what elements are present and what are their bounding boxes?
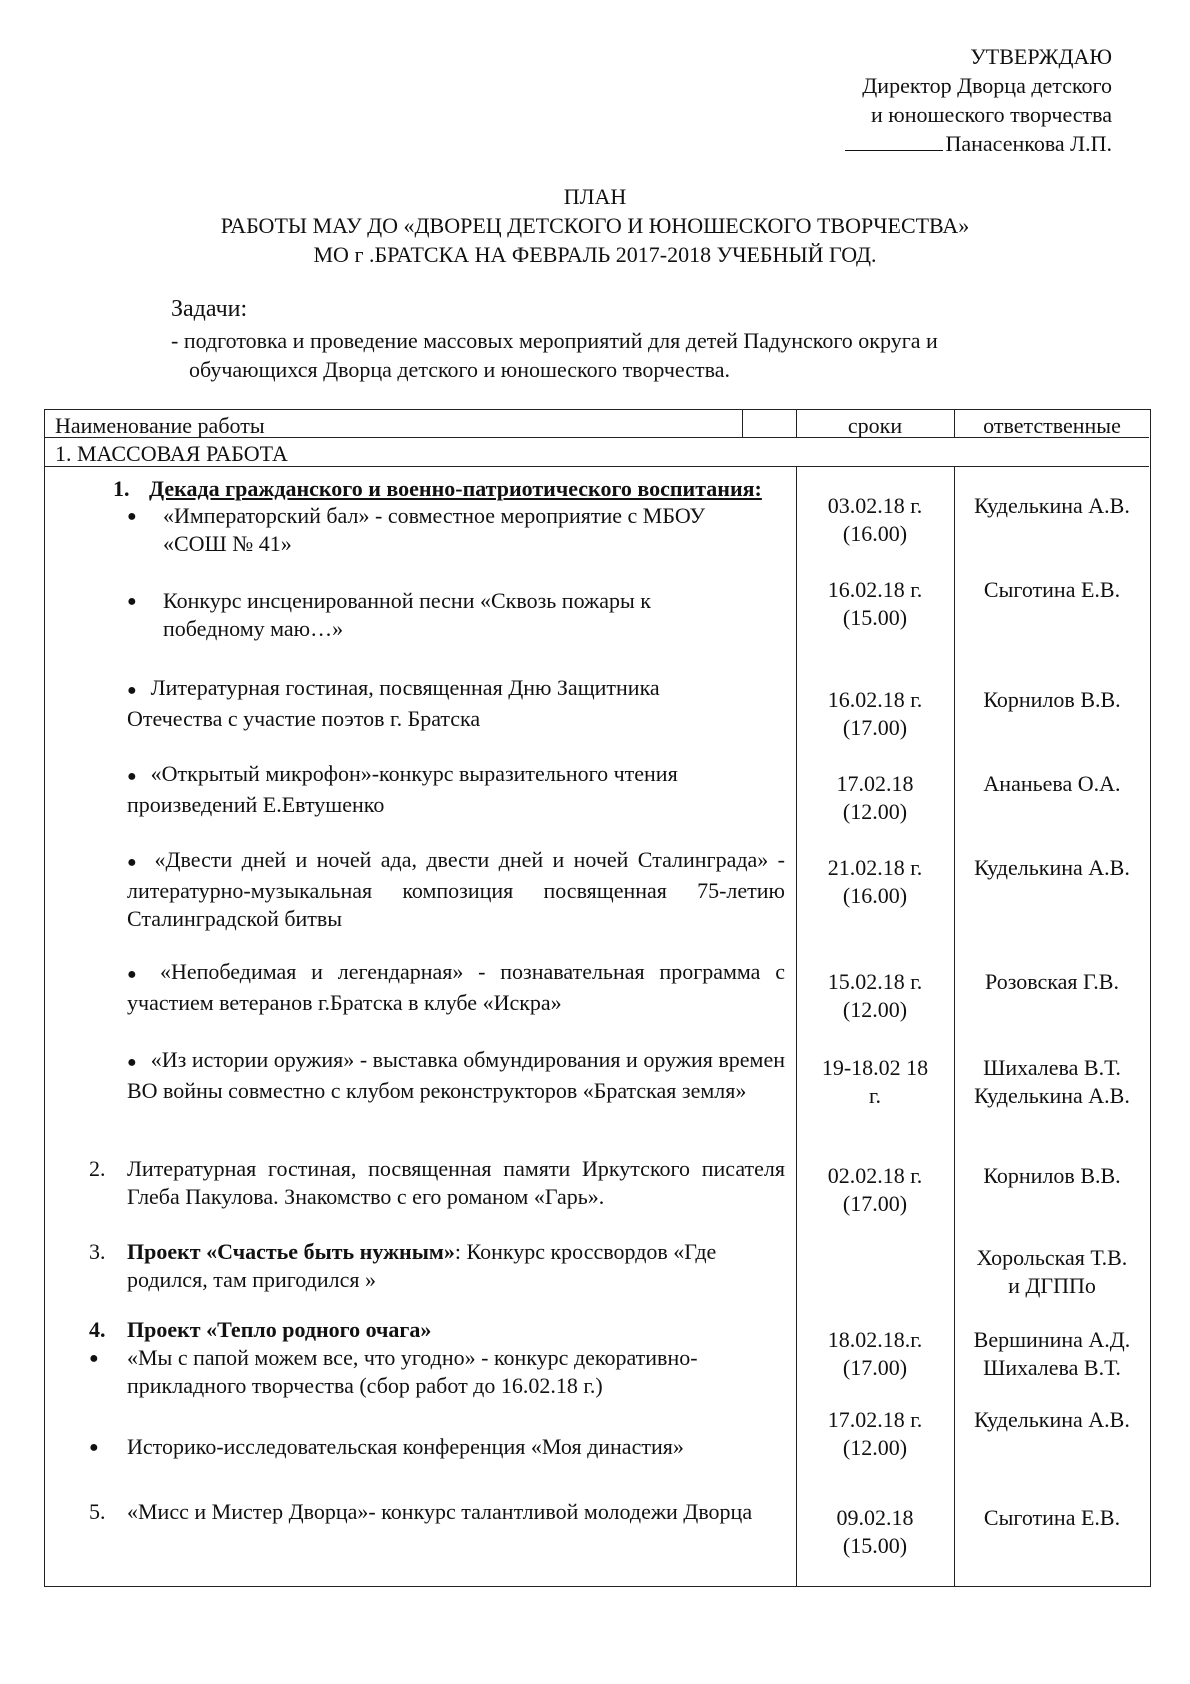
item-1-title: Декада гражданского и военно-патриотического воспитания: <box>149 476 762 501</box>
list-item: «Императорский бал» - совместное мероприятие с МБОУ «СОШ № 41» <box>163 503 706 556</box>
item-5-number: 5. <box>89 1499 106 1524</box>
header-resp: ответственные <box>983 413 1121 438</box>
item-date: 15.02.18 г. <box>827 969 923 994</box>
item-responsible: Сыготина Е.В. <box>983 1505 1121 1530</box>
item-responsible: Корнилов В.В. <box>983 1163 1121 1188</box>
item-date: 02.02.18 г. <box>827 1163 923 1188</box>
document-title <box>0 182 1190 269</box>
item-responsible: Ананьева О.А. <box>983 771 1121 796</box>
item-responsible: Куделькина А.В. <box>974 1407 1130 1432</box>
item-date: 03.02.18 г. <box>827 493 923 518</box>
item-time: (12.00) <box>842 1435 908 1460</box>
item-time: (15.00) <box>842 605 908 630</box>
tasks-line-2: обучающихся Дворца детского и юношеского творчества. <box>189 357 730 382</box>
item-1-number: 1. <box>113 476 130 501</box>
item-3-desc: : Конкурс кроссвордов «Где родился, там пригодился » <box>127 1239 717 1292</box>
item-responsible-2: Куделькина А.В. <box>974 1083 1130 1108</box>
item-3-project: Проект «Счастье быть нужным» <box>127 1239 455 1264</box>
item-date: 16.02.18 г. <box>827 687 923 712</box>
list-item-text: «Из истории оружия» - выставка обмундирования и оружия времен ВО войны совместно с клубом реконструкторов «Братская земля» <box>127 1047 785 1103</box>
item-time: (15.00) <box>842 1533 908 1558</box>
list-item <box>127 760 747 819</box>
item-time: (16.00) <box>842 883 908 908</box>
list-item-text: «Открытый микрофон»-конкурс выразительного чтения произведений Е.Евтушенко <box>127 761 678 817</box>
header-date: сроки <box>847 413 903 438</box>
item-5-text: «Мисс и Мистер Дворца»- конкурс талантливой молодежи Дворца <box>127 1499 753 1524</box>
item-responsible: Куделькина А.В. <box>974 855 1130 880</box>
item-time: (16.00) <box>842 521 908 546</box>
approval-position-2: и юношеского творчества <box>871 102 1112 127</box>
header-name: Наименование работы <box>55 413 265 438</box>
tasks-heading: Задачи: <box>171 296 248 322</box>
header-divider-col1 <box>742 410 743 437</box>
item-responsible-2: Шихалева В.Т. <box>983 1355 1121 1380</box>
item-2-number: 2. <box>89 1156 106 1181</box>
item-3-text <box>127 1238 785 1294</box>
title-line-1: ПЛАН <box>563 184 627 209</box>
bullet: ● <box>127 508 137 525</box>
item-responsible: Корнилов В.В. <box>983 687 1121 712</box>
item-date: 17.02.18 <box>836 771 914 796</box>
bullet: ● <box>127 593 137 610</box>
bullet: ● <box>89 1439 99 1456</box>
item-responsible: Розовская Г.В. <box>985 969 1119 994</box>
item-date: 16.02.18 г. <box>827 577 923 602</box>
approval-signature-line <box>845 129 1112 158</box>
list-item-text: Литературная гостиная, посвященная Дню Защитника Отечества с участие поэтов г. Братска <box>127 675 660 731</box>
item-4-number: 4. <box>89 1317 106 1342</box>
tasks-text <box>171 326 1051 384</box>
signature-blank <box>845 132 943 151</box>
item-responsible: Куделькина А.В. <box>974 493 1130 518</box>
approval-block <box>845 42 1112 158</box>
title-line-3: МО г .БРАТСКА НА ФЕВРАЛЬ 2017-2018 УЧЕБНЫЙ ГОД. <box>313 242 877 267</box>
item-time: (17.00) <box>842 715 908 740</box>
bullet: ● <box>89 1350 99 1367</box>
item-responsible: Шихалева В.Т. <box>983 1055 1121 1080</box>
tasks-line-1: - подготовка и проведение массовых мероприятий для детей Падунского округа и <box>171 328 938 353</box>
list-item <box>127 846 785 933</box>
item-4-title: Проект «Тепло родного очага» <box>127 1317 432 1342</box>
list-item: «Мы с папой можем все, что угодно» - конкурс декоративно-прикладного творчества (сбор работ до 16.02.18 г.) <box>127 1345 698 1398</box>
bullet: ● <box>127 1054 137 1071</box>
bullet: ● <box>127 682 137 699</box>
bullet: ● <box>127 768 137 785</box>
item-date: 09.02.18 <box>836 1505 914 1530</box>
item-responsible: Сыготина Е.В. <box>983 577 1121 602</box>
bullet: ● <box>127 854 141 871</box>
approval-position-1: Директор Дворца детского <box>862 73 1112 98</box>
item-responsible: Хорольская Т.В. <box>976 1245 1128 1270</box>
item-date: 21.02.18 г. <box>827 855 923 880</box>
title-line-2: РАБОТЫ МАУ ДО «ДВОРЕЦ ДЕТСКОГО И ЮНОШЕСКОГО ТВОРЧЕСТВА» <box>220 213 970 238</box>
item-time: (17.00) <box>842 1191 908 1216</box>
item-2-text: Литературная гостиная, посвященная памяти Иркутского писателя Глеба Пакулова. Знакомство с его романом «Гарь». <box>127 1156 785 1209</box>
list-item <box>127 674 747 733</box>
item-date: 17.02.18 г. <box>827 1407 923 1432</box>
item-3-number: 3. <box>89 1239 106 1264</box>
list-item: Историко-исследовательская конференция «Моя династия» <box>127 1434 684 1459</box>
list-item-text: «Непобедимая и легендарная» - познавательная программа с участием ветеранов г.Братска в клубе «Искра» <box>127 959 785 1015</box>
approval-title: УТВЕРЖДАЮ <box>970 44 1112 69</box>
section-title: 1. МАССОВАЯ РАБОТА <box>55 441 288 466</box>
item-time: (17.00) <box>842 1355 908 1380</box>
item-responsible: Вершинина А.Д. <box>973 1327 1131 1352</box>
item-time: г. <box>868 1083 882 1108</box>
bullet: ● <box>127 966 146 983</box>
list-item: Конкурс инсценированной песни «Сквозь пожары к победному маю…» <box>163 588 651 641</box>
item-date: 19-18.02 18 <box>821 1055 929 1080</box>
list-item <box>127 1046 785 1105</box>
list-item-text: «Двести дней и ночей ада, двести дней и ночей Сталинграда» - литературно-музыкальная композиция посвященная 75-летию Сталинградской битвы <box>127 847 785 931</box>
item-responsible-2: и ДГППо <box>1008 1273 1096 1298</box>
plan-table <box>44 409 1151 1587</box>
list-item <box>127 958 785 1017</box>
approval-signer: Панасенкова Л.П. <box>945 131 1112 156</box>
item-time: (12.00) <box>842 997 908 1022</box>
item-time: (12.00) <box>842 799 908 824</box>
item-date: 18.02.18.г. <box>827 1327 923 1352</box>
